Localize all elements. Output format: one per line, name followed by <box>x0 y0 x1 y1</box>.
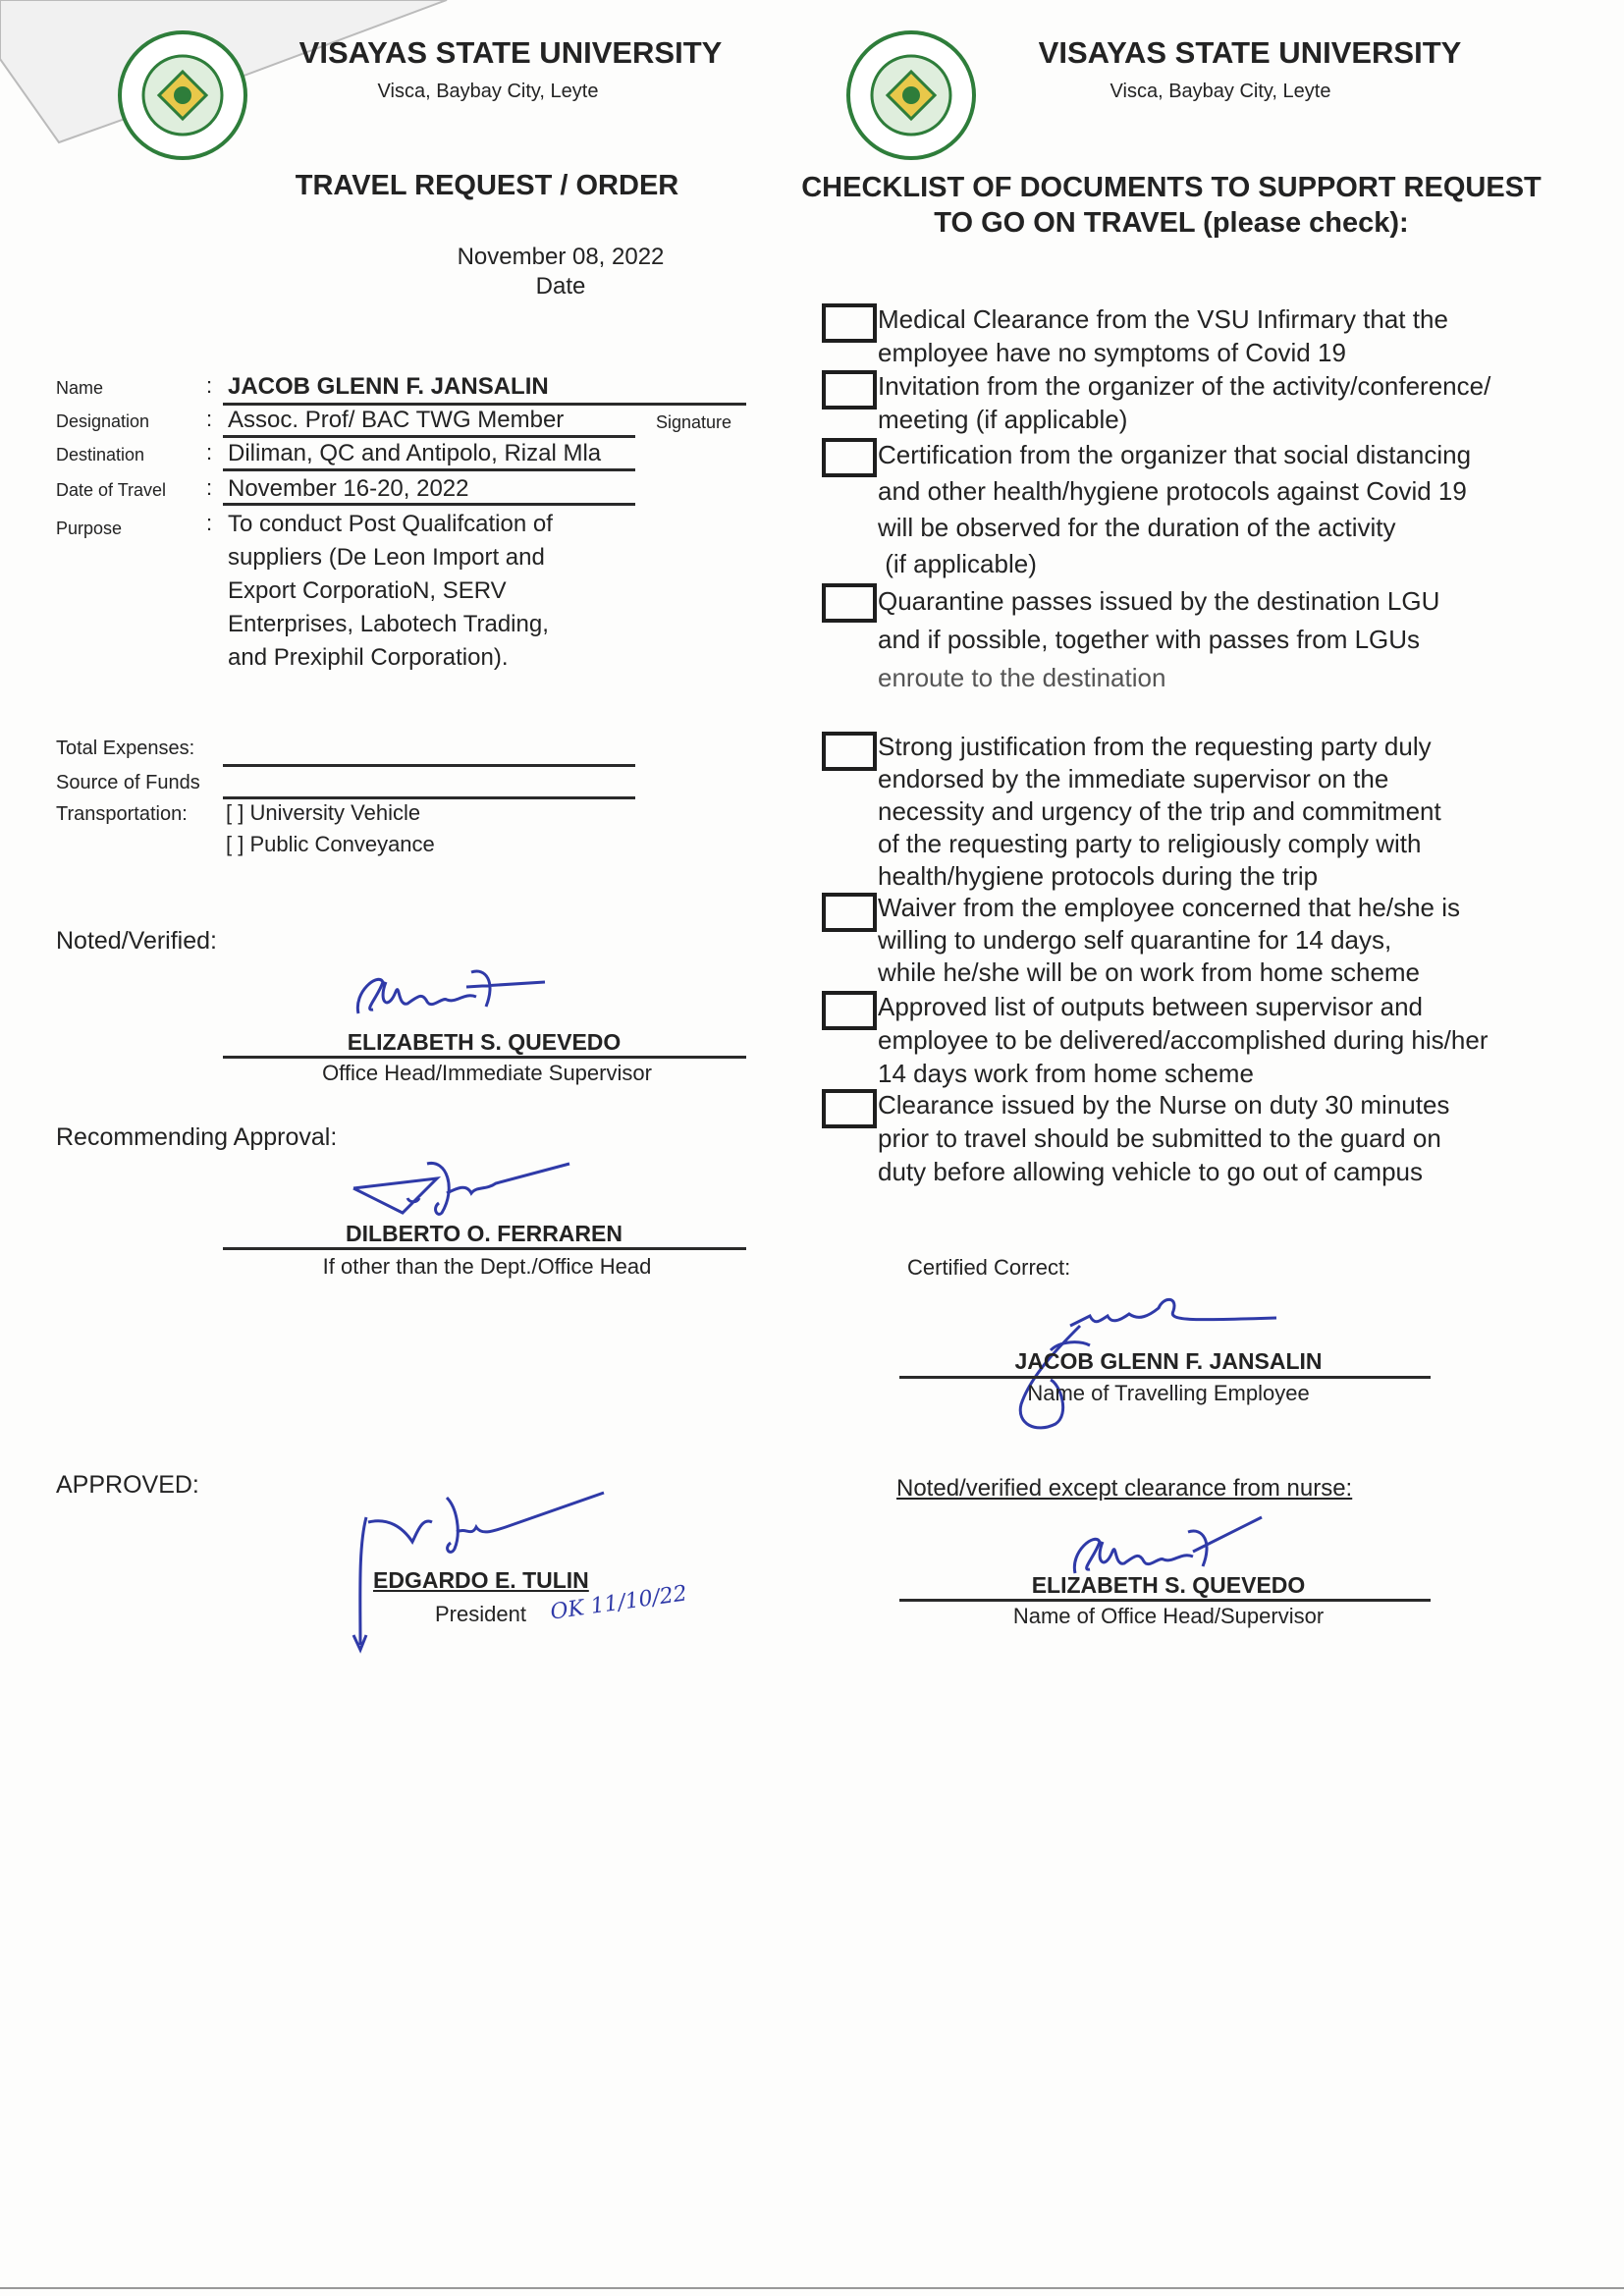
checklist-item: Strong justification from the requesting party duly endorsed by the immediate supervisor on the necessity and urgency of the trip and commitment of the requesting party to religiously comply with health/hygiene protocols during the trip <box>878 732 1441 891</box>
purpose-line: and Prexiphil Corporation). <box>228 644 509 671</box>
travel-date-underline <box>223 503 635 506</box>
checklist-checkbox-medical-clearance[interactable] <box>822 303 877 343</box>
checklist-title-line: CHECKLIST OF DOCUMENTS TO SUPPORT REQUEST <box>801 172 1542 203</box>
signature-label: Signature <box>656 412 732 432</box>
purpose-value <box>228 508 553 675</box>
noted-role: Office Head/Immediate Supervisor <box>322 1061 652 1085</box>
certified-role: Name of Travelling Employee <box>1027 1381 1310 1405</box>
approved-role: President <box>435 1602 526 1626</box>
colon: : <box>206 440 213 465</box>
certified-heading: Certified Correct: <box>907 1255 1071 1280</box>
purpose-line: To conduct Post Qualifcation of <box>228 511 553 537</box>
noted-name: ELIZABETH S. QUEVEDO <box>347 1029 622 1055</box>
purpose-line: suppliers (De Leon Import and <box>228 544 545 571</box>
checklist-item: Waiver from the employee concerned that he/she is willing to undergo self quarantine for 14 days, while he/she will be on work from home scheme <box>878 893 1460 987</box>
transport-option-public-conveyance[interactable]: [ ] Public Conveyance <box>226 832 435 856</box>
signature-ferraren <box>349 1149 584 1228</box>
approved-heading: APPROVED: <box>56 1471 199 1499</box>
destination-label: Destination <box>56 445 145 465</box>
destination-value: Diliman, QC and Antipolo, Rizal Mla <box>228 440 602 466</box>
transportation-label: Transportation: <box>56 803 188 825</box>
colon: : <box>206 511 213 535</box>
university-seal-left <box>117 29 248 161</box>
university-name: VISAYAS STATE UNIVERSITY <box>298 35 723 70</box>
name-value: JACOB GLENN F. JANSALIN <box>228 373 549 400</box>
colon: : <box>206 407 213 431</box>
checklist-title-line: TO GO ON TRAVEL (please check): <box>934 207 1409 239</box>
approval-handwritten-note: OK 11/10/22 <box>548 1581 689 1625</box>
total-expenses-label: Total Expenses: <box>56 738 195 759</box>
checklist-item: Certification from the organizer that social distancing and other health/hygiene protocols against Covid 19 will be observed for the duration of the activity (if applicable) <box>878 440 1472 578</box>
travel-date-value: November 16-20, 2022 <box>228 475 469 502</box>
checklist-item: Medical Clearance from the VSU Infirmary that the employee have no symptoms of Covid 19 <box>878 304 1448 367</box>
transport-option-university-vehicle[interactable]: [ ] University Vehicle <box>226 800 421 825</box>
total-expenses-field[interactable] <box>223 764 635 767</box>
university-name: VISAYAS STATE UNIVERSITY <box>1038 35 1462 70</box>
designation-label: Designation <box>56 411 150 431</box>
noted-nurse-heading: Noted/verified except clearance from nurse: <box>896 1475 1353 1502</box>
page-bottom-edge <box>0 2287 1624 2289</box>
designation-value: Assoc. Prof/ BAC TWG Member <box>228 407 565 433</box>
checklist-item: Clearance issued by the Nurse on duty 30 minutes prior to travel should be submitted to the guard on duty before allowing vehicle to go out of campus <box>878 1090 1450 1186</box>
noted-nurse-name: ELIZABETH S. QUEVEDO <box>1031 1572 1306 1598</box>
date-label: Date <box>535 273 586 300</box>
purpose-label: Purpose <box>56 519 123 538</box>
checklist-item: Quarantine passes issued by the destination LGU and if possible, together with passes from LGUs enroute to the destination <box>878 586 1440 692</box>
source-of-funds-label: Source of Funds <box>56 772 200 793</box>
travel-date-label: Date of Travel <box>56 480 167 500</box>
purpose-line: Enterprises, Labotech Trading, <box>228 611 549 637</box>
certified-signature-line <box>899 1376 1431 1379</box>
checklist-checkbox-outputs[interactable] <box>822 991 877 1030</box>
checklist-checkbox-nurse-clearance[interactable] <box>822 1089 877 1128</box>
checklist-checkbox-certification[interactable] <box>822 438 877 477</box>
checklist-title <box>801 170 1542 241</box>
certified-name: JACOB GLENN F. JANSALIN <box>1014 1348 1323 1374</box>
recommending-heading: Recommending Approval: <box>56 1123 338 1151</box>
university-seal-right <box>838 29 985 161</box>
checklist-checkbox-invitation[interactable] <box>822 370 877 410</box>
destination-underline <box>223 468 635 471</box>
checklist-item: Invitation from the organizer of the activity/conference/ meeting (if applicable) <box>878 371 1491 434</box>
recommending-name: DILBERTO O. FERRAREN <box>346 1221 623 1246</box>
recommending-role: If other than the Dept./Office Head <box>322 1254 652 1279</box>
checklist-checkbox-quarantine-passes[interactable] <box>822 583 877 623</box>
noted-nurse-signature-line <box>899 1599 1431 1602</box>
university-address: Visca, Baybay City, Leyte <box>377 81 599 102</box>
colon: : <box>206 373 213 398</box>
checklist-checkbox-justification[interactable] <box>822 732 877 771</box>
checklist-item: Approved list of outputs between supervisor and employee to be delivered/accomplished during his/her 14 days work from home scheme <box>878 992 1489 1088</box>
request-date: November 08, 2022 <box>457 244 665 270</box>
source-of-funds-field[interactable] <box>223 796 635 799</box>
signature-quevedo <box>339 953 555 1031</box>
form-title: TRAVEL REQUEST / ORDER <box>295 170 679 201</box>
checklist-checkbox-waiver[interactable] <box>822 893 877 932</box>
noted-nurse-role: Name of Office Head/Supervisor <box>1012 1604 1325 1628</box>
noted-heading: Noted/Verified: <box>56 927 217 955</box>
name-underline <box>223 403 746 406</box>
noted-signature-line <box>223 1056 746 1059</box>
designation-underline <box>223 435 635 438</box>
purpose-line: Export CorporatioN, SERV <box>228 577 507 604</box>
recommending-signature-line <box>223 1247 746 1250</box>
university-address: Visca, Baybay City, Leyte <box>1110 81 1331 102</box>
name-label: Name <box>56 378 104 398</box>
approved-name: EDGARDO E. TULIN <box>373 1567 589 1593</box>
colon: : <box>206 475 213 500</box>
